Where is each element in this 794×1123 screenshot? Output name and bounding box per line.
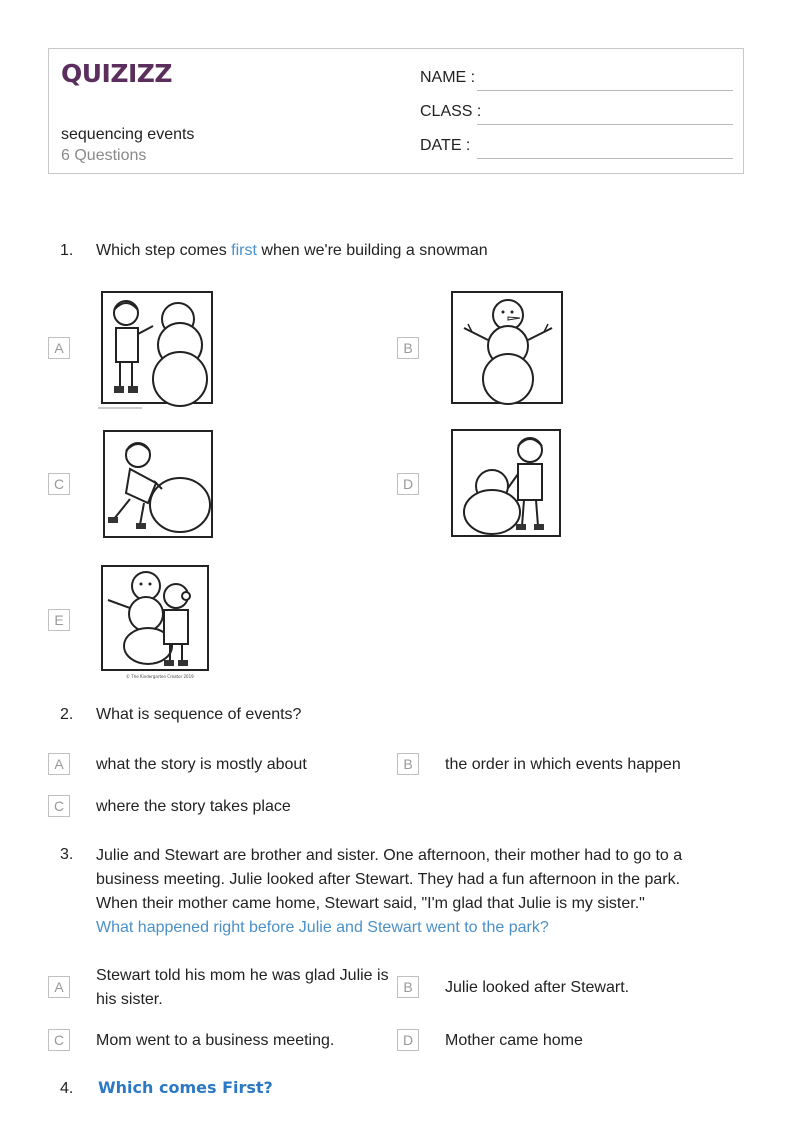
name-field[interactable]	[477, 90, 733, 91]
question-number: 3.	[60, 846, 74, 863]
option-text-d[interactable]: Mother came home	[445, 1032, 583, 1049]
option-badge-e[interactable]: E	[48, 609, 70, 631]
quizizz-logo: QUIZIZZ	[61, 59, 173, 88]
option-badge-c[interactable]: C	[48, 1029, 70, 1051]
worksheet-title: sequencing events	[61, 126, 195, 143]
option-text-a[interactable]: Stewart told his mom he was glad Julie is his sister.	[96, 967, 389, 1008]
question-number: 1.	[60, 242, 74, 259]
option-badge-a[interactable]: A	[48, 976, 70, 998]
option-text-a[interactable]: what the story is mostly about	[96, 756, 307, 773]
question-text: What is sequence of events?	[96, 706, 302, 723]
option-text-c[interactable]: Mom went to a business meeting.	[96, 1032, 335, 1049]
class-field[interactable]	[477, 124, 733, 125]
image-credit: © The Kindergarten Creator 2019	[126, 674, 194, 679]
option-text-b[interactable]: the order in which events happen	[445, 756, 681, 773]
worksheet-header	[48, 48, 744, 174]
option-badge-c[interactable]: C	[48, 795, 70, 817]
option-badge-b[interactable]: B	[397, 976, 419, 998]
date-label: DATE :	[420, 137, 471, 154]
question-number: 2.	[60, 706, 74, 723]
date-field[interactable]	[477, 158, 733, 159]
option-badge-a[interactable]: A	[48, 753, 70, 775]
child-rolling-snowball-image[interactable]	[100, 427, 216, 541]
option-badge-d[interactable]: D	[397, 1029, 419, 1051]
child-hugging-snowman-image[interactable]	[98, 562, 214, 682]
option-badge-a[interactable]: A	[48, 337, 70, 359]
question-number: 4.	[60, 1080, 74, 1097]
highlight-word: first	[231, 242, 257, 259]
name-label: NAME :	[420, 69, 476, 86]
question-count: 6 Questions	[61, 147, 147, 164]
question-text: Which step comes first when we're building a snowman	[96, 242, 488, 259]
child-patting-snowman-image[interactable]	[98, 288, 218, 410]
child-stacking-snowballs-image[interactable]	[448, 426, 566, 540]
option-badge-d[interactable]: D	[397, 473, 419, 495]
question-passage: Julie and Stewart are brother and sister. One afternoon, their mother had to go to a business meeting. Julie looked after Stewart. They had a fun afternoon in the park. When their mother came home, Stewart said, "I'm glad that Julie is my sister." What happened right before Julie and Stewart went to the park?	[96, 844, 736, 940]
option-text-c[interactable]: where the story takes place	[96, 798, 291, 815]
question-prompt: What happened right before Julie and Stewart went to the park?	[96, 919, 549, 936]
question-title: Which comes First?	[98, 1078, 273, 1097]
option-text-b[interactable]: Julie looked after Stewart.	[445, 979, 630, 996]
option-badge-c[interactable]: C	[48, 473, 70, 495]
finished-snowman-image[interactable]	[448, 288, 568, 408]
option-badge-b[interactable]: B	[397, 337, 419, 359]
class-label: CLASS :	[420, 103, 482, 120]
option-badge-b[interactable]: B	[397, 753, 419, 775]
